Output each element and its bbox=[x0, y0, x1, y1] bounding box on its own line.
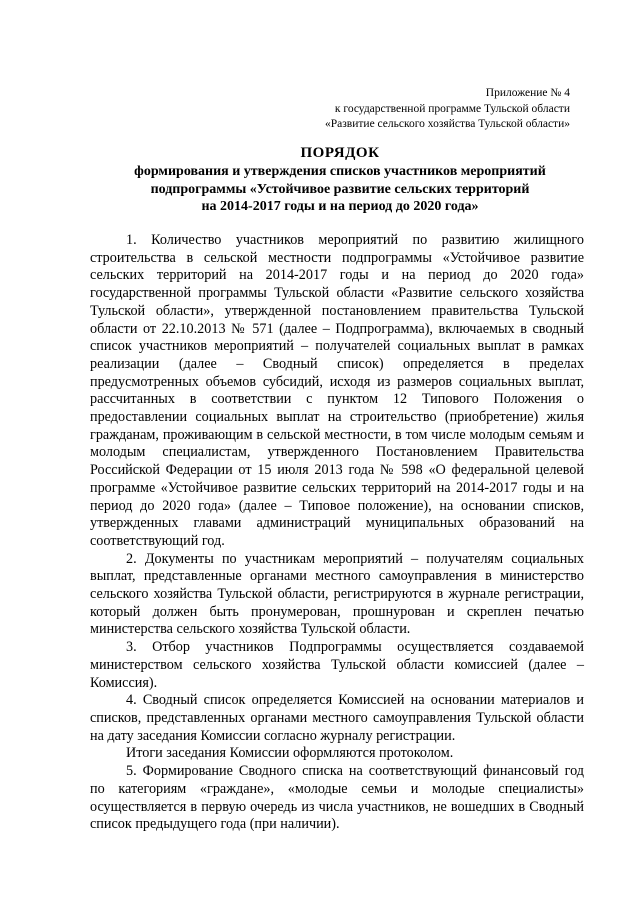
title-line-1: формирования и утверждения списков участников мероприятий bbox=[134, 164, 546, 179]
paragraph-4-note: Итоги заседания Комиссии оформляются протоколом. bbox=[126, 745, 454, 762]
title-line-2: подпрограммы «Устойчивое развитие сельских территорий bbox=[150, 181, 530, 197]
document-title bbox=[90, 144, 590, 216]
title-line-3: на 2014-2017 годы и на период до 2020 года» bbox=[201, 199, 479, 214]
paragraph-4: 4. Сводный список определяется Комиссией на основании материалов и списков, представленных органами местного самоуправления Тульской области на дату заседания Комиссии согласно журналу регистрации. bbox=[90, 692, 584, 744]
paragraph-3: 3. Отбор участников Подпрограммы осуществляется создаваемой министерством сельского хозяйства Тульской области комиссией (далее – Комиссия). bbox=[90, 639, 584, 691]
paragraph-1: 1. Количество участников мероприятий по развитию жилищного строительства в сельской местности подпрограммы «Устойчивое развитие сельских территорий на 2014-2017 годы и на период до 2020 года» государственной программы Тульской области «Развитие сельского хозяйства Тульской области», утвержденной постановлением правительства Тульской области от 22.10.2013 № 571 (далее – Подпрограмма), включаемых в сводный список участников мероприятий – получателей социальных выплат в рамках реализации (далее – Сводный список) определяется в пределах предусмотренных объемов субсидий, исходя из размеров социальных выплат, рассчитанных в соответствии с пунктом 12 Типового Положения о предоставлении социальных выплат на строительство (приобретение) жилья гражданам, проживающим в сельской местности, в том числе молодым семьям и молодым специалистам, утвержденного Постановлением Правительства Российской Федерации от 15 июля 2013 года № 598 «О федеральной целевой программе «Устойчивое развитие сельских территорий на 2014-2017 годы и на период до 2020 года» (далее – Типовое положение), на основании списков, утвержденных главами администраций муниципальных образований на соответствующий год. bbox=[90, 232, 584, 549]
appendix-line-1: Приложение № 4 bbox=[485, 87, 570, 99]
title-main: ПОРЯДОК bbox=[300, 145, 380, 161]
appendix-header bbox=[325, 86, 570, 133]
appendix-line-2: к государственной программе Тульской области bbox=[334, 102, 570, 115]
appendix-line-3: «Развитие сельского хозяйства Тульской области» bbox=[325, 118, 570, 130]
paragraph-5: 5. Формирование Сводного списка на соответствующий финансовый год по категориям «граждане», «молодые семьи и молодые специалисты» осуществляется в первую очередь из числа участников, не вошедших в Сводный список предыдущего года (при наличии). bbox=[90, 763, 584, 833]
paragraph-2: 2. Документы по участникам мероприятий – получателям социальных выплат, представленные органами местного самоуправления в министерство сельского хозяйства Тульской области, регистрируются в журнале регистрации, который должен быть пронумерован, прошнурован и скреплен печатью министерства сельского хозяйства Тульской области. bbox=[90, 550, 584, 638]
document-body bbox=[90, 232, 584, 834]
